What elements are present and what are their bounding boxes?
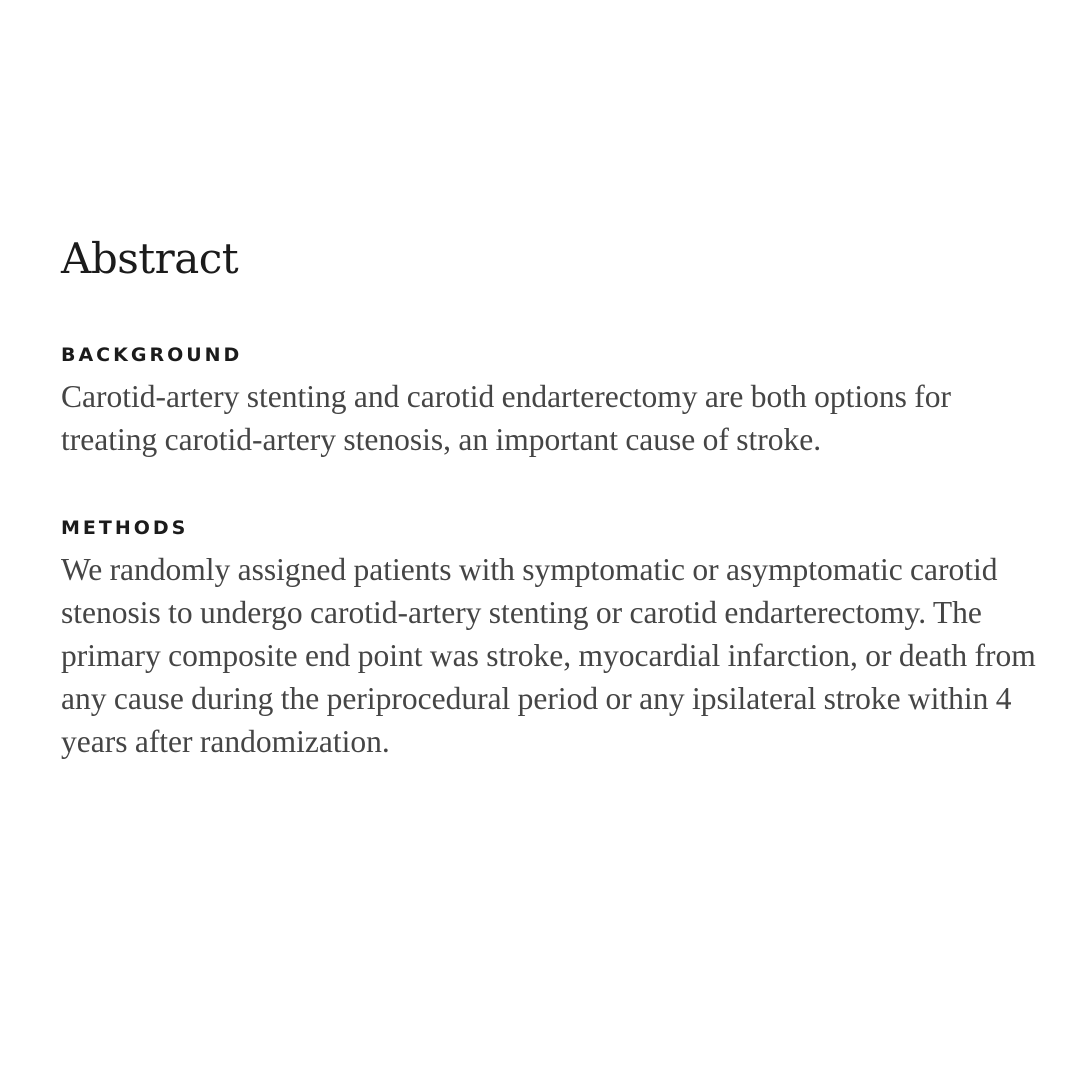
background-text: Carotid-artery stenting and carotid endarterectomy are both options for treating carotid-artery stenosis, an important cause of stroke. [61, 379, 951, 457]
methods-heading: METHODS [61, 517, 189, 539]
background-section [61, 343, 1040, 461]
abstract-title: Abstract [61, 234, 239, 283]
methods-text: We randomly assigned patients with symptomatic or asymptomatic carotid stenosis to undergo carotid-artery stenting or carotid endarterectomy. The primary composite end point was stroke, myocardial infarction, or death from any cause during the periprocedural period or any ipsilateral stroke within 4 years after randomization. [61, 552, 1036, 759]
background-heading: BACKGROUND [61, 344, 243, 366]
methods-section [61, 516, 1040, 763]
